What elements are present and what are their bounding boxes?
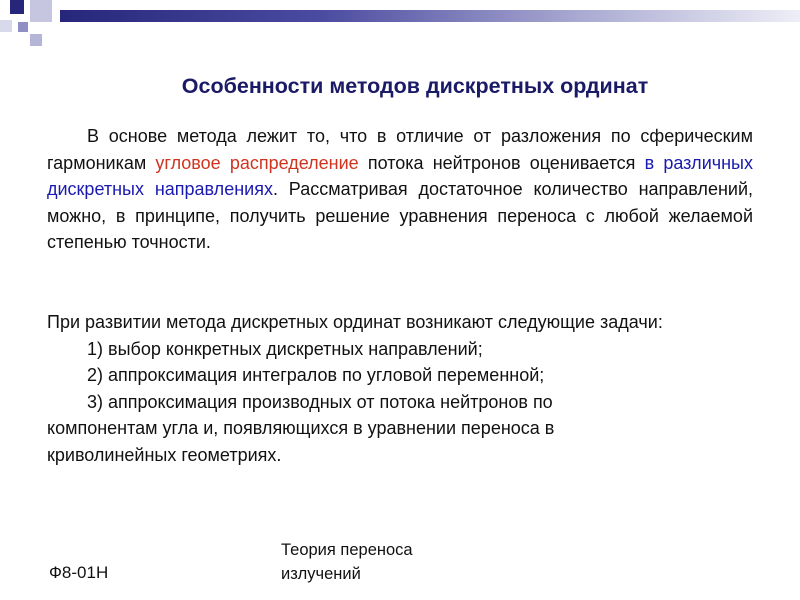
highlight-discrete-directions: в различных дискретных направлениях <box>47 152 753 200</box>
slide-title: Особенности методов дискретных ординат <box>181 74 649 98</box>
footer-course-line: излучений <box>281 565 361 583</box>
footer-course-line: Теория переноса <box>281 541 413 559</box>
task-item: 3) аппроксимация производных от потока нейтронов по <box>87 391 553 412</box>
para-text: . Рассматривая достаточное количество направлений, можно, в принципе, получить решение уравнения переноса с любой желаемой степенью точности. <box>47 179 754 253</box>
paragraph-intro <box>47 123 753 256</box>
deco-square <box>10 0 24 14</box>
highlight-angular-distribution: угловое распределение <box>155 152 359 173</box>
deco-square <box>30 0 52 22</box>
task-item: 1) выбор конкретных дискретных направлений; <box>87 338 483 359</box>
header-band <box>60 10 800 22</box>
tasks-block <box>47 309 753 469</box>
tasks-intro: При развитии метода дискретных ординат возникают следующие задачи: <box>47 312 663 332</box>
task-item-continuation: криволинейных геометриях. <box>47 444 282 465</box>
para-text: потока нейтронов оценивается <box>358 152 645 173</box>
deco-square <box>30 34 42 46</box>
deco-square <box>0 20 12 32</box>
task-item-continuation: компонентам угла и, появляющихся в уравнении переноса в <box>47 418 555 439</box>
header-decoration <box>0 0 800 60</box>
para-text: В основе метода лежит то, что в отличие от разложения по сферическим гармоникам <box>47 126 753 173</box>
deco-square <box>18 22 28 32</box>
task-item: 2) аппроксимация интегралов по угловой переменной; <box>87 365 545 386</box>
footer-course <box>281 538 413 586</box>
footer-code: Ф8-01Н <box>49 563 109 582</box>
